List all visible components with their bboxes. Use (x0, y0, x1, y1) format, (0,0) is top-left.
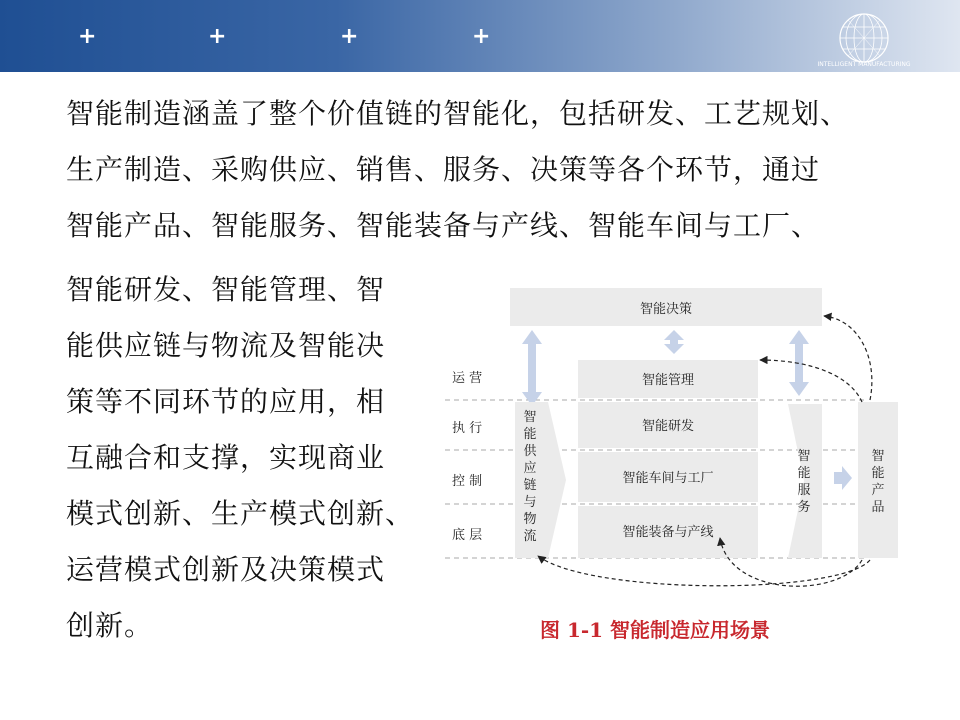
paragraph-line: 运营模式创新及决策模式 (66, 553, 386, 586)
product-char: 产 (871, 483, 885, 498)
logo-text: INTELLIGENT MANUFACTURING (817, 61, 911, 68)
smart-manufacturing-diagram (440, 280, 920, 600)
paragraph-line: 智能产品、智能服务、智能装备与产线、智能车间与工厂、 (66, 209, 821, 242)
double-arrow-icon (522, 330, 542, 406)
feedback-arrow (824, 316, 872, 400)
layer-label: 底 层 (452, 528, 483, 543)
intro-paragraph (66, 86, 946, 254)
paragraph-line: 策等不同环节的应用，相 (66, 385, 386, 418)
supply-chain-char: 物 (523, 512, 537, 527)
feedback-arrow (760, 360, 862, 402)
plus-mark: + (472, 24, 491, 49)
service-shape (788, 404, 822, 558)
paragraph-line: 生产制造、采购供应、销售、服务、决策等各个环节，通过 (66, 153, 821, 186)
paragraph-line: 智能制造涵盖了整个价值链的智能化，包括研发、工艺规划、 (66, 97, 850, 130)
header-banner (0, 0, 960, 72)
layer-label: 控 制 (452, 474, 483, 489)
plus-mark: + (78, 24, 97, 49)
product-char: 智 (871, 449, 885, 464)
paragraph-line: 互融合和支撑，实现商业 (66, 441, 386, 474)
paragraph-line: 创新。 (66, 609, 154, 642)
layer-label: 执 行 (452, 421, 483, 436)
plus-mark: + (340, 24, 359, 49)
double-arrow-icon (789, 330, 809, 396)
double-arrow-icon (664, 330, 684, 354)
right-arrow-icon (834, 466, 852, 490)
figure-caption: 图 1-1 智能制造应用场景 (540, 618, 771, 642)
paragraph-line: 模式创新、生产模式创新、 (66, 497, 415, 530)
supply-chain-char: 流 (523, 529, 537, 544)
service-char: 务 (797, 500, 811, 515)
rnd-label: 智能研发 (641, 419, 695, 434)
product-char: 能 (871, 466, 885, 481)
supply-chain-char: 与 (523, 495, 537, 510)
supply-chain-char: 智 (523, 410, 537, 425)
service-char: 能 (797, 466, 811, 481)
paragraph-line: 智能研发、智能管理、智 (66, 273, 386, 306)
decision-label: 智能决策 (639, 302, 693, 317)
workshop-label: 智能车间与工厂 (622, 471, 714, 486)
service-char: 智 (797, 449, 811, 464)
supply-chain-char: 链 (523, 478, 537, 493)
plus-mark: + (208, 24, 227, 49)
feedback-arrow (538, 556, 870, 586)
product-char: 品 (871, 500, 885, 515)
supply-chain-char: 能 (523, 427, 537, 442)
supply-chain-char: 应 (523, 461, 537, 476)
globe-logo-icon (836, 10, 892, 66)
equipment-label: 智能装备与产线 (622, 525, 714, 540)
management-label: 智能管理 (641, 373, 695, 388)
layer-label: 运 营 (452, 371, 483, 386)
paragraph-line: 能供应链与物流及智能决 (66, 329, 386, 362)
service-char: 服 (797, 483, 811, 498)
supply-chain-char: 供 (523, 444, 537, 459)
intro-paragraph-continued (66, 262, 436, 654)
